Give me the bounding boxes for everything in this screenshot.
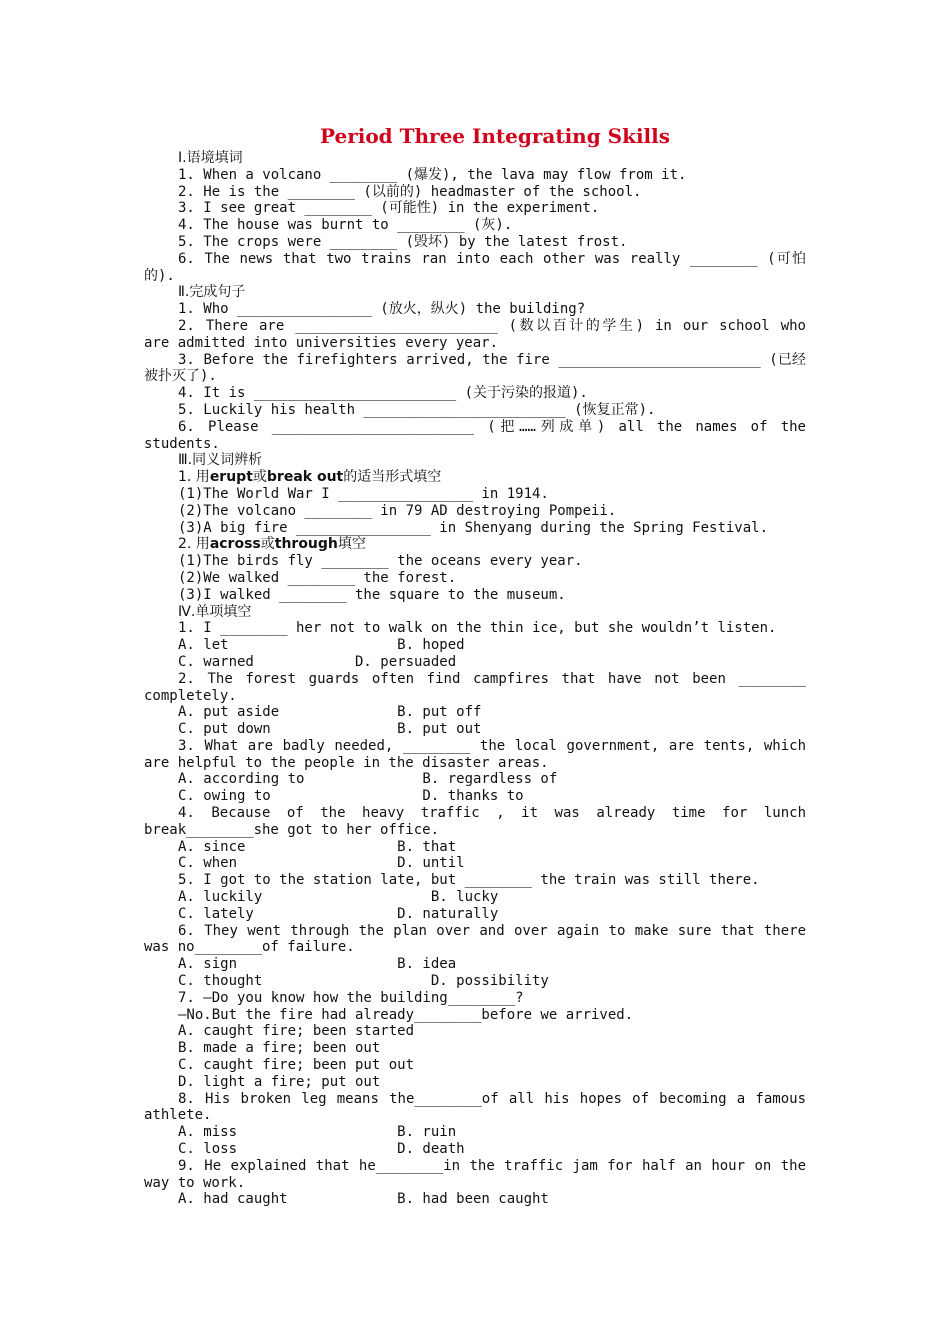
text-line: 4. It is ________________________ (关于污染的报道). — [178, 385, 588, 402]
text-line: A. according to B. regardless of — [178, 771, 558, 788]
text-line: (3)I walked ________ the square to the museum. — [178, 586, 566, 603]
text-line: 1. Who ________________ (放火，纵火) the building? — [178, 301, 586, 318]
section-heading: Ⅰ.语境填词 — [178, 150, 243, 166]
text-line: —No.But the fire had already________before we arrived. — [178, 1006, 634, 1023]
text-line: (2)The volcano ________ in 79 AD destroying Pompeii. — [178, 502, 617, 519]
section-heading: Ⅲ.同义词辨析 — [178, 452, 263, 469]
text-line: 7. —Do you know how the building________? — [178, 989, 524, 1006]
page-title: Period Three Integrating Skills — [319, 124, 671, 148]
text-line: A. luckily B. lucky — [178, 889, 499, 906]
text-line: C. when D. until — [178, 855, 465, 872]
text-line: A. miss B. ruin — [178, 1124, 457, 1141]
document-body — [144, 150, 806, 1208]
text-line: are helpful to the people in the disaster areas. — [144, 754, 549, 771]
text-line: 3. What are badly needed, ________ the local government, are tents, which — [178, 737, 806, 754]
text-line: C. lately D. naturally — [178, 905, 499, 922]
text-line: (3)A big fire ________________ in Shenyang during the Spring Festival. — [178, 519, 769, 536]
text-line: B. made a fire; been out — [178, 1040, 381, 1057]
text-line: 4. The house was burnt to ________ (灰). — [178, 217, 513, 234]
text-line: athlete. — [144, 1107, 212, 1124]
text-line: (1)The World War I ________________ in 1914. — [178, 485, 549, 502]
text-line: C. put down B. put out — [178, 721, 482, 738]
text-line: 1. I ________ her not to walk on the thin ice, but she wouldn’t listen. — [178, 620, 777, 637]
text-line: was no________of failure. — [144, 939, 355, 956]
text-line: way to work. — [144, 1174, 246, 1191]
text-line: 3. Before the firefighters arrived, the fire ________________________ (已经 — [178, 351, 806, 368]
text-line: 6. They went through the plan over and over again to make sure that there — [178, 922, 806, 939]
text-line: C. loss D. death — [178, 1141, 465, 1158]
text-line: 6. Please ________________________ (把……列成单) all the names of the — [178, 418, 806, 435]
text-line: A. put aside B. put off — [178, 704, 482, 721]
text-line: C. warned D. persuaded — [178, 653, 457, 670]
text-line: completely. — [144, 687, 237, 704]
text-line: A. caught fire; been started — [178, 1023, 415, 1040]
text-line: 2. There are ________________________ (数以百计的学生) in our school who — [178, 317, 806, 334]
text-line: 4. Because of the heavy traffic , it was already time for lunch — [178, 805, 806, 822]
text-line: 5. I got to the station late, but ________ the train was still there. — [178, 872, 760, 889]
text-line: 2. He is the ________ (以前的) headmaster of the school. — [178, 183, 642, 200]
text-line: 9. He explained that he________in the traffic jam for half an hour on the — [178, 1157, 806, 1174]
section-heading: Ⅳ.单项填空 — [178, 603, 252, 620]
text-line: 8. His broken leg means the________of all his hopes of becoming a famous — [178, 1090, 806, 1107]
text-line: 2. The forest guards often find campfires that have not been ________ — [178, 670, 806, 687]
text-line: (2)We walked ________ the forest. — [178, 569, 457, 586]
text-line: A. since B. that — [178, 838, 457, 855]
text-line: 5. The crops were ________ (毁坏) by the latest frost. — [178, 233, 628, 250]
text-line: 3. I see great ________ (可能性) in the experiment. — [178, 200, 600, 217]
text-line: (1)The birds fly ________ the oceans every year. — [178, 553, 583, 570]
text-line: A. let B. hoped — [178, 637, 465, 654]
text-line: A. had caught B. had been caught — [178, 1191, 549, 1208]
section-heading: Ⅱ.完成句子 — [178, 284, 246, 301]
text-line: 5. Luckily his health ________________________ (恢复正常). — [178, 401, 656, 418]
text-line: C. caught fire; been put out — [178, 1057, 415, 1074]
section-heading: 2. 用across或through填空 — [178, 536, 366, 553]
text-line: D. light a fire; put out — [178, 1073, 381, 1090]
text-line: break________she got to her office. — [144, 821, 440, 838]
text-line: are admitted into universities every year. — [144, 334, 499, 351]
text-line: 1. When a volcano ________ (爆发), the lava may flow from it. — [178, 166, 687, 183]
text-line: students. — [144, 435, 220, 452]
text-line: A. sign B. idea — [178, 956, 457, 973]
text-line: C. thought D. possibility — [178, 973, 549, 990]
text-line: 的). — [144, 267, 175, 284]
document-page — [144, 122, 806, 1208]
text-line: 6. The news that two trains ran into each other was really ________ (可怕 — [178, 250, 806, 267]
text-line: 被扑灭了). — [144, 368, 217, 385]
section-heading: 1. 用erupt或break out的适当形式填空 — [178, 469, 442, 486]
text-line: C. owing to D. thanks to — [178, 788, 524, 805]
